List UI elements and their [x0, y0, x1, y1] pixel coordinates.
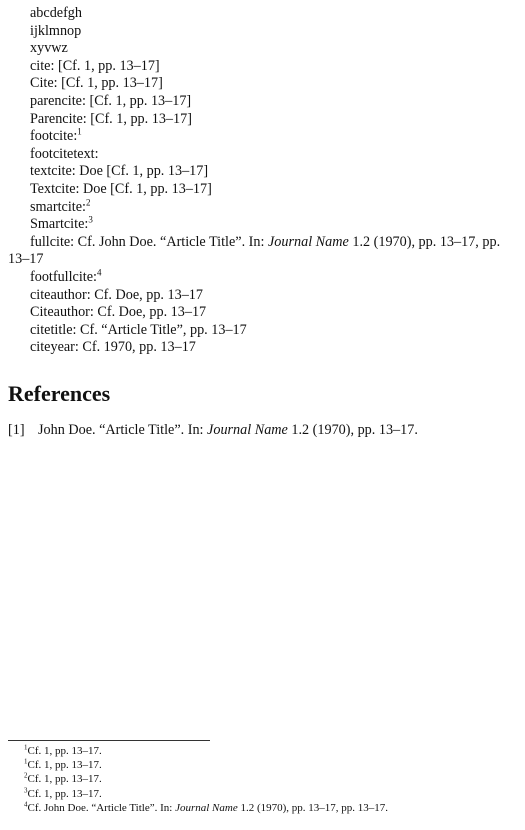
line-footcitetext: footcitetext: [30, 145, 99, 162]
footnote-item [24, 758, 388, 772]
footnote-mark[interactable]: 3 [88, 214, 93, 225]
line-xyvwz: xyvwz [30, 40, 68, 57]
smartcite-label: smartcite: [30, 198, 86, 215]
footnote-rule [8, 740, 210, 741]
line-citetitle: citetitle: Cf. “Article Title”, pp. 13–17 [30, 321, 247, 338]
line-textcite-capital: Textcite: Doe [Cf. 1, pp. 13–17] [30, 180, 212, 197]
footnote-number: 1 [24, 757, 28, 766]
references-heading: References [8, 381, 111, 406]
line-footfullcite [8, 269, 515, 287]
footnote-mark[interactable]: 4 [96, 267, 102, 278]
footnote-number: 4 [24, 800, 28, 809]
body-text [8, 5, 515, 357]
footnote-item [24, 772, 388, 786]
line-abcdefgh: abcdefgh [30, 5, 82, 21]
line-footcite [8, 128, 515, 146]
line-cite-capital: Cite: [Cf. 1, pp. 13–17] [30, 75, 163, 92]
reference-pre: John Doe. “Article Title”. In: [38, 422, 208, 438]
footnotes [24, 744, 388, 815]
line-ijklmnop: ijklmnop [30, 22, 82, 39]
line-textcite: textcite: Doe [Cf. 1, pp. 13–17] [30, 163, 209, 180]
footnote-item [24, 787, 388, 801]
line-parencite-capital: Parencite: [Cf. 1, pp. 13–17] [30, 110, 192, 127]
footnote-post: 1.2 (1970), pp. 13–17, pp. 13–17. [237, 801, 389, 814]
footnote-mark[interactable]: 2 [85, 196, 91, 207]
footfullcite-label: footfullcite: [30, 268, 97, 285]
reference-journal: Journal Name [207, 422, 288, 438]
smartcite-capital-label: Smartcite: [30, 216, 89, 233]
line-citeauthor: citeauthor: Cf. Doe, pp. 13–17 [30, 286, 203, 303]
line-citeyear: citeyear: Cf. 1970, pp. 13–17 [30, 339, 196, 356]
reference-post: 1.2 (1970), pp. 13–17. [287, 422, 418, 438]
line-smartcite [8, 196, 515, 217]
line-citeauthor-capital: Citeauthor: Cf. Doe, pp. 13–17 [30, 304, 207, 321]
footnote-item [24, 801, 388, 815]
footcite-label: footcite: [30, 128, 78, 145]
line-smartcite-capital [8, 216, 515, 234]
footnote-text: Cf. 1, pp. 13–17. [27, 745, 102, 757]
fullcite-pre: fullcite: Cf. John Doe. “Article Title”. In: [30, 233, 268, 250]
footnote-number: 3 [24, 785, 28, 794]
line-cite: cite: [Cf. 1, pp. 13–17] [30, 57, 160, 74]
footnote-journal: Journal Name [175, 801, 238, 814]
footnote-pre: Cf. John Doe. “Article Title”. In: [27, 801, 176, 814]
footnote-mark[interactable]: 1 [77, 126, 82, 137]
reference-label[interactable]: [1] [8, 422, 25, 438]
footnote-text: Cf. 1, pp. 13–17. [27, 773, 102, 786]
footnote-number: 1 [24, 743, 28, 752]
reference-entry [8, 422, 418, 440]
fullcite-post: 1.2 (1970), pp. 13–17, pp. 13–17 [8, 233, 501, 268]
footnote-text: Cf. 1, pp. 13–17. [27, 759, 102, 772]
fullcite-journal: Journal Name [268, 233, 349, 250]
line-fullcite [8, 234, 515, 269]
footnote-text: Cf. 1, pp. 13–17. [27, 787, 102, 800]
line-parencite: parencite: [Cf. 1, pp. 13–17] [30, 92, 192, 109]
footnote-number: 2 [24, 771, 28, 780]
footnote-item [24, 744, 388, 758]
